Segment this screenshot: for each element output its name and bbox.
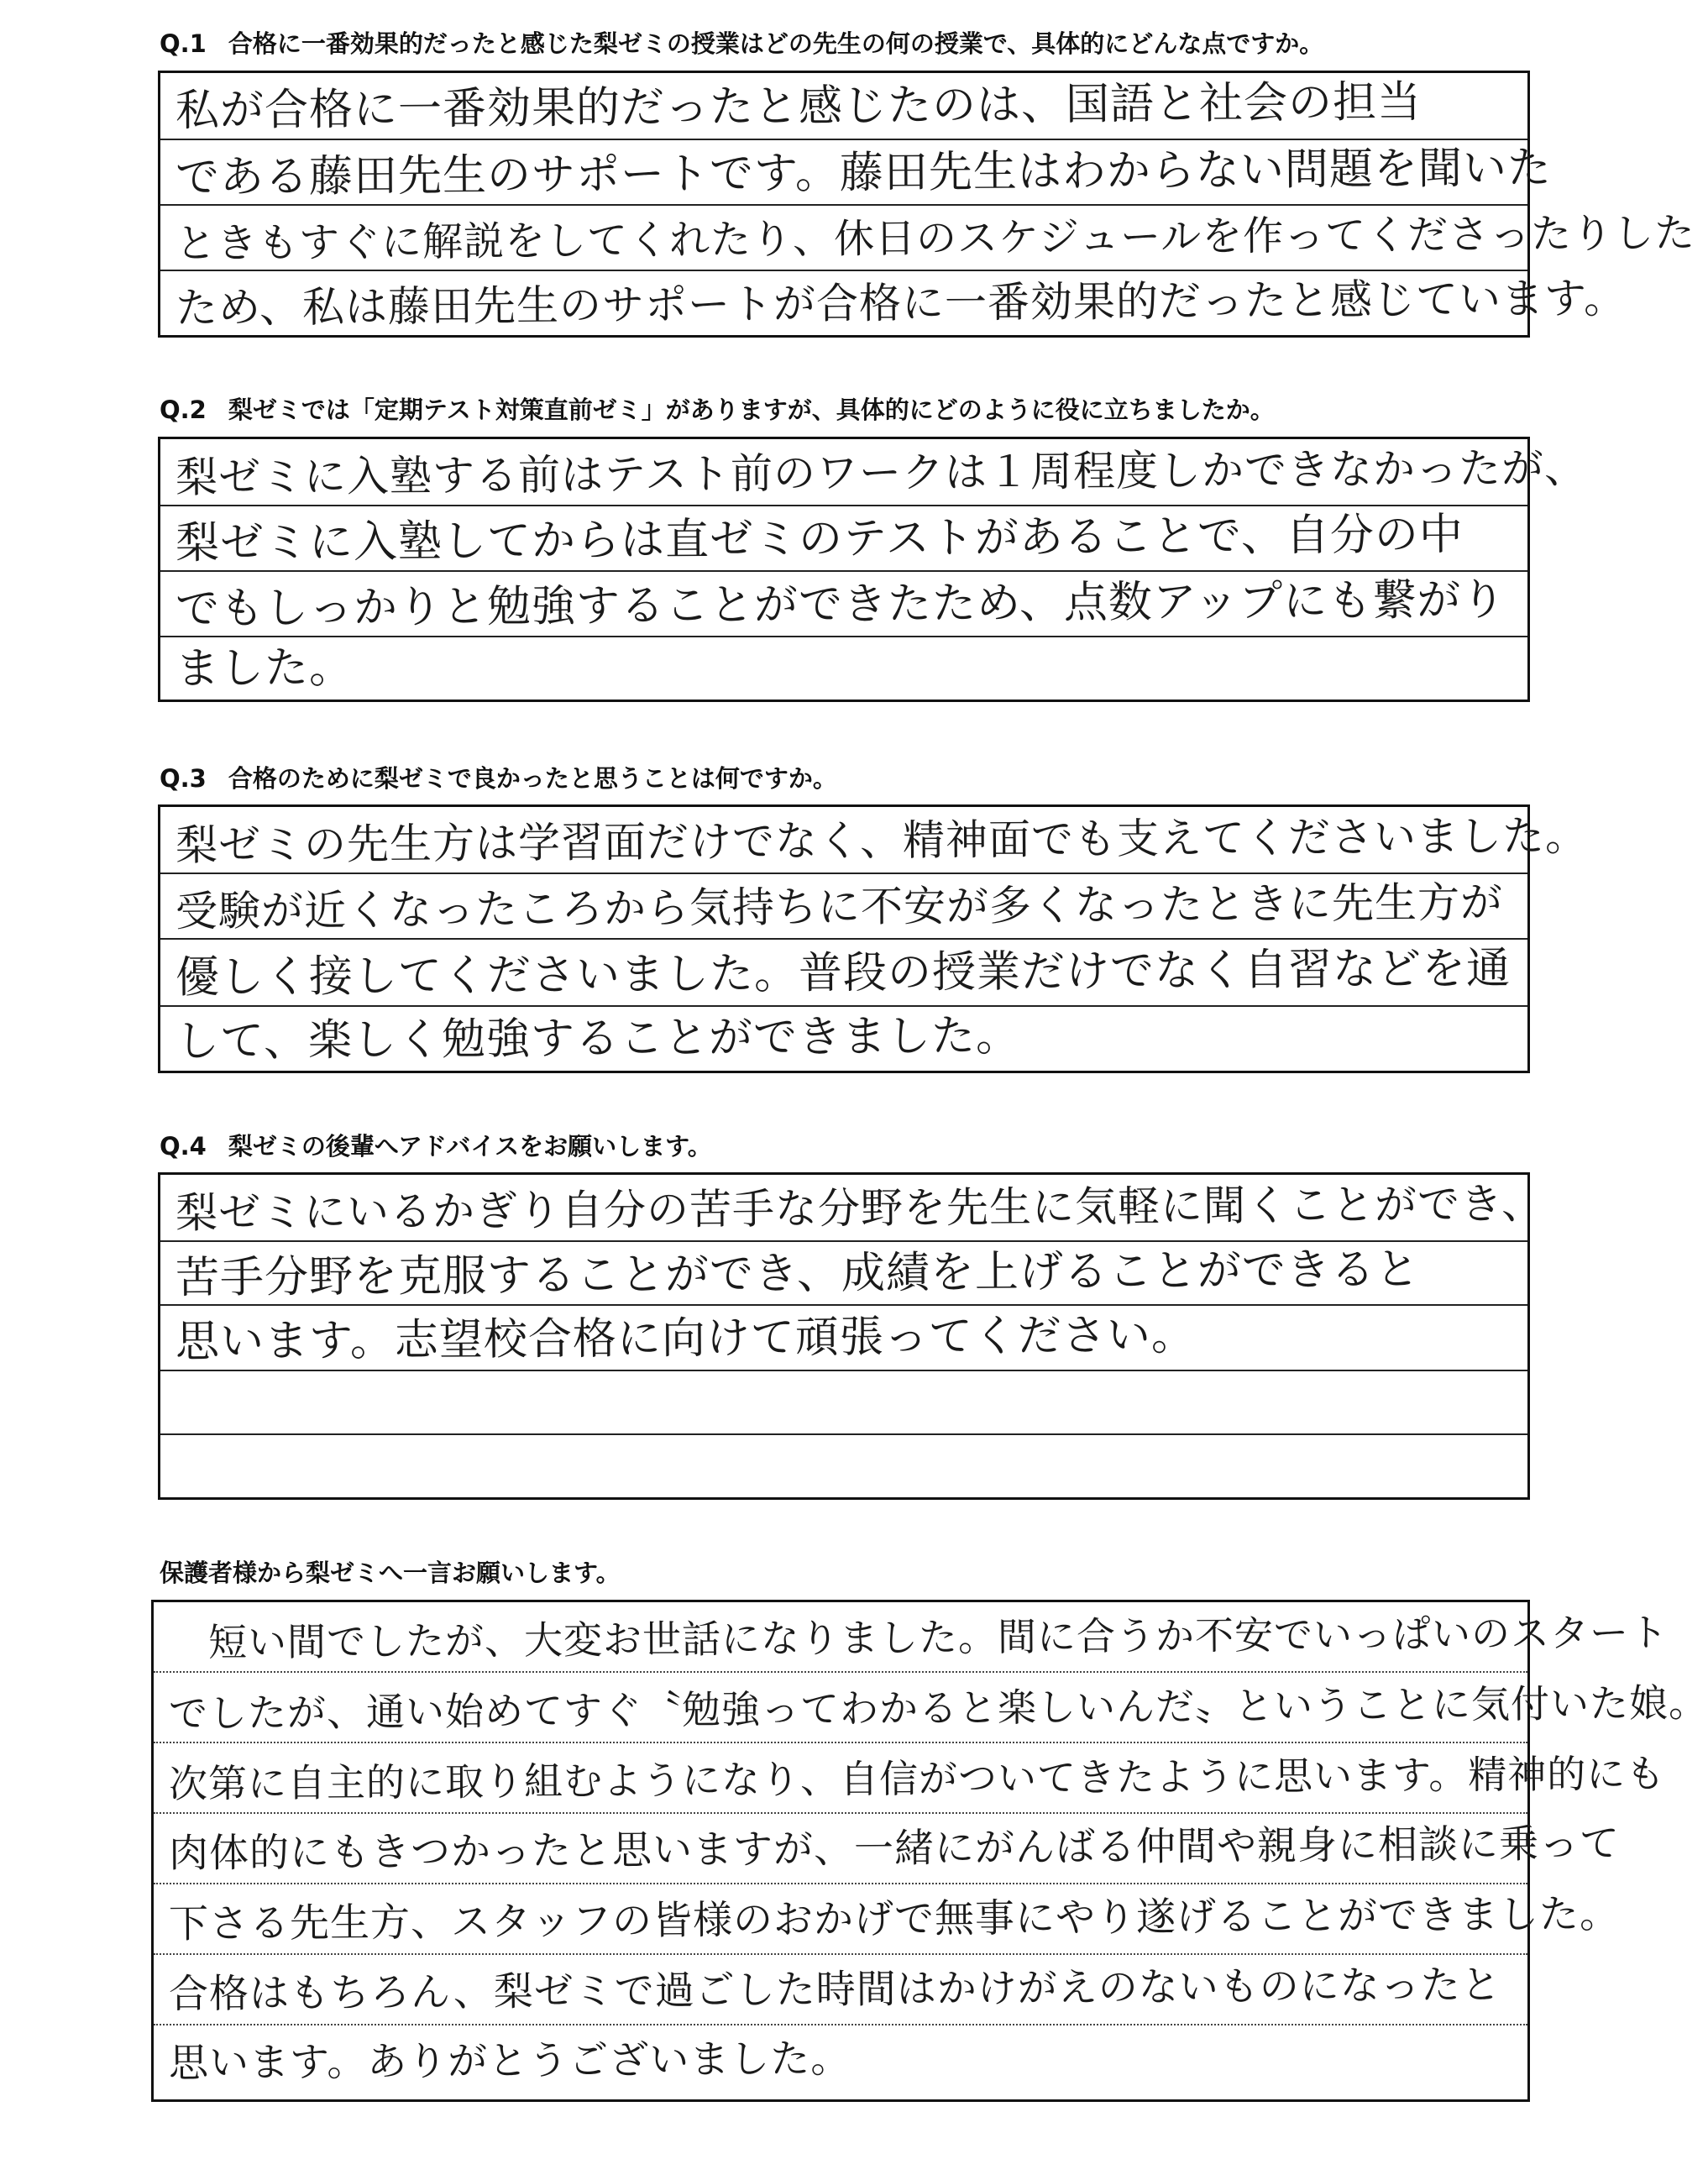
answer-1-line: ため、私は藤田先生のサポートが合格に一番効果的だったと感じています。	[175, 273, 1627, 333]
answer-2-line: 梨ゼミに入塾する前はテスト前のワークは１周程度しかできなかったが、	[160, 439, 1527, 506]
answer-3-line: 梨ゼミの先生方は学習面だけでなく、精神面でも支えてくださいました。	[160, 807, 1527, 874]
parent-message-line: 合格はもちろん、梨ゼミで過ごした時間はかけがえのないものになったと	[154, 1955, 1527, 2025]
answer-1-box	[158, 71, 1696, 338]
parent-message-line: 次第に自主的に取り組むようになり、自信がついてきたように思います。精神的にも	[154, 1743, 1527, 1814]
parent-heading	[160, 1556, 621, 1590]
answer-4-box	[158, 1172, 1545, 1500]
parent-message-line: でしたが、通い始めてすぐ〝勉強ってわかると楽しいんだ〟ということに気付いた娘。	[154, 1673, 1527, 1743]
parent-message-line: 肉体的にもきつかったと思いますが、一緒にがんばる仲間や親身に相談に乗って	[154, 1814, 1527, 1884]
answer-3-box	[158, 804, 1589, 1073]
answer-4-line	[160, 1435, 1527, 1497]
answer-4-line: 思います。志望校合格に向けて頑張ってください。	[160, 1306, 1527, 1371]
question-2-text: 梨ゼミでは「定期テスト対策直前ゼミ」がありますが、具体的にどのように役に立ちましたか。	[228, 396, 1275, 424]
parent-message-line: 短い間でしたが、大変お世話になりました。間に合うか不安でいっぱいのスタート	[154, 1602, 1527, 1673]
question-2-number: Q.2	[160, 396, 207, 424]
parent-question-text: 保護者様から梨ゼミへ一言お願いします。	[160, 1559, 621, 1587]
answer-4-line	[160, 1371, 1527, 1435]
parent-message-line: 下さる先生方、スタッフの皆様のおかげで無事にやり遂げることができました。	[154, 1884, 1527, 1955]
answer-4-line: 苦手分野を克服することができ、成績を上げることができると	[160, 1242, 1527, 1306]
answer-3-line: 受験が近くなったころから気持ちに不安が多くなったときに先生方が	[160, 874, 1527, 940]
answer-2-box	[158, 437, 1588, 702]
question-1-heading	[160, 27, 1323, 60]
parent-message-box	[151, 1600, 1708, 2102]
question-4-text: 梨ゼミの後輩へアドバイスをお願いします。	[228, 1132, 712, 1161]
question-3-number: Q.3	[160, 764, 207, 793]
answer-2-line: でもしっかりと勉強することができたため、点数アップにも繋がり	[160, 572, 1527, 637]
question-4-number: Q.4	[160, 1132, 207, 1161]
question-2-heading	[160, 393, 1275, 427]
question-4-heading	[160, 1129, 712, 1163]
answer-3-line: して、楽しく勉強することができました。	[175, 1010, 1021, 1067]
answer-1-line: ときもすぐに解説をしてくれたり、休日のスケジュールを作ってくださったりした	[160, 206, 1527, 271]
question-3-text: 合格のために梨ゼミで良かったと思うことは何ですか。	[228, 764, 837, 793]
answer-2-line: ました。	[175, 642, 354, 694]
question-1-number: Q.1	[160, 29, 207, 58]
question-1-text: 合格に一番効果的だったと感じた梨ゼミの授業はどの先生の何の授業で、具体的にどんな点ですか。	[228, 29, 1324, 58]
answer-4-line: 梨ゼミにいるかぎり自分の苦手な分野を先生に気軽に聞くことができ、	[160, 1175, 1527, 1242]
question-3-heading	[160, 762, 837, 795]
answer-1-line: 私が合格に一番効果的だったと感じたのは、国語と社会の担当	[160, 73, 1527, 140]
answer-1-line: である藤田先生のサポートです。藤田先生はわからない問題を聞いた	[160, 140, 1527, 206]
answer-2-line: 梨ゼミに入塾してからは直ゼミのテストがあることで、自分の中	[160, 506, 1527, 572]
answer-3-line: 優しく接してくださいました。普段の授業だけでなく自習などを通	[160, 940, 1527, 1007]
parent-message-line: 思います。ありがとうございました。	[168, 2036, 851, 2087]
